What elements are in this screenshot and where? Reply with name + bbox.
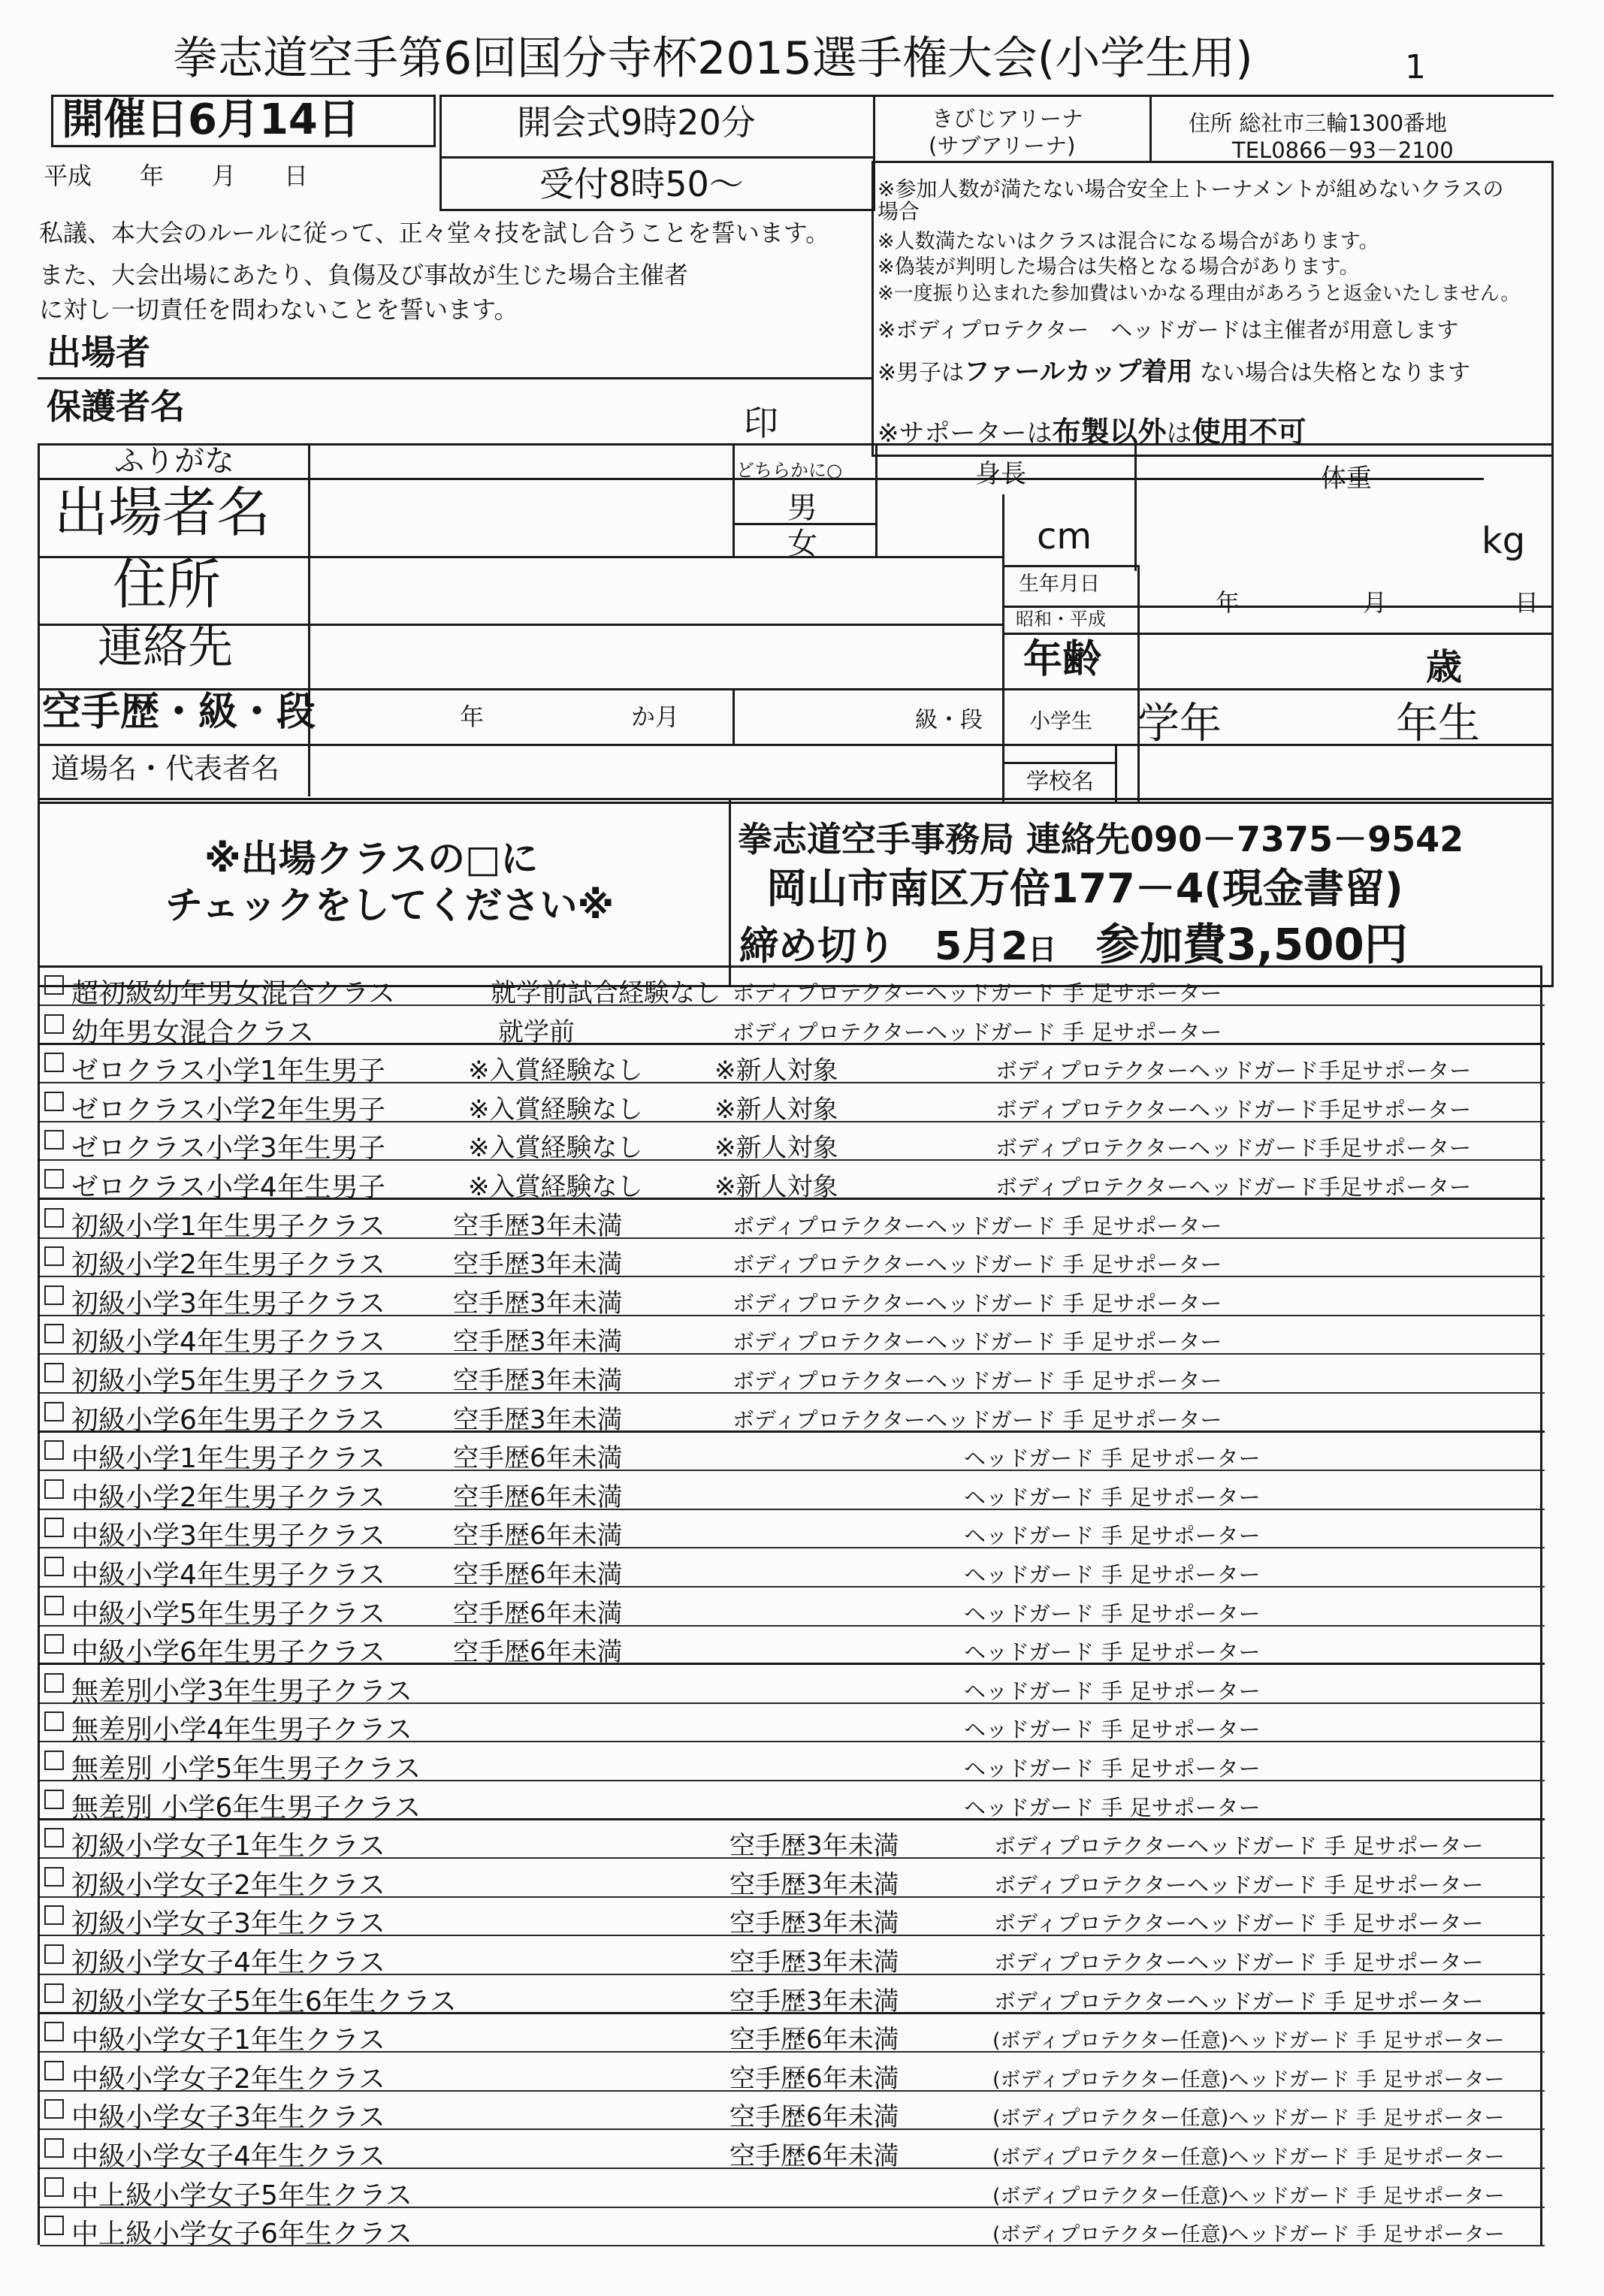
class-condition: 空手歴3年未満 xyxy=(453,1366,623,1396)
participant-line xyxy=(38,377,873,379)
class-condition: 空手歴3年未満 xyxy=(453,1327,623,1358)
form-col-line xyxy=(1137,565,1140,804)
class-name: 初級小学3年生男子クラス xyxy=(71,1288,385,1319)
female-label: 女 xyxy=(787,527,817,561)
note-4: ※一度振り込まれた参加費はいかなる理由があろうと返金いたしません。 xyxy=(878,282,1521,305)
deadline-date: 5月2 xyxy=(935,924,1029,969)
form-col-line xyxy=(1002,494,1004,804)
class-equipment: ボディプロテクターヘッドガード 手 足サポーター xyxy=(733,1406,1222,1433)
history-month: か月 xyxy=(631,702,680,731)
class-equipment: ヘッドガード 手 足サポーター xyxy=(964,1756,1261,1781)
birth-day: 日 xyxy=(1515,588,1539,617)
class-checkbox[interactable] xyxy=(44,1905,64,1925)
class-name: 初級小学女子3年生クラス xyxy=(71,1908,385,1940)
elementary-label: 小学生 xyxy=(1029,708,1093,733)
class-row xyxy=(40,1162,1545,1203)
class-condition: 空手歴3年未満 xyxy=(730,1947,899,1977)
venue-tel: TEL0866－93－2100 xyxy=(1232,137,1454,163)
form-col-line xyxy=(875,443,878,556)
class-equipment: ヘッドガード 手 足サポーター xyxy=(964,1678,1261,1704)
note-1b: 場合 xyxy=(878,199,920,224)
instruction-line-1: ※出場クラスの□に xyxy=(204,837,539,881)
class-checkbox[interactable] xyxy=(44,1751,64,1770)
class-name: 中級小学5年生男子クラス xyxy=(71,1598,385,1630)
class-condition: 空手歴6年未満 xyxy=(730,2102,899,2133)
class-checkbox[interactable] xyxy=(44,1944,64,1964)
class-row xyxy=(40,1820,1545,1862)
class-name: 中級小学女子1年生クラス xyxy=(71,2025,385,2056)
class-equipment: ヘッドガード 手 足サポーター xyxy=(964,1794,1261,1820)
class-name: 初級小学女子5年生6年生クラス xyxy=(71,1986,457,2017)
class-row xyxy=(40,1201,1545,1242)
note-6-gap xyxy=(1192,360,1200,386)
office-deadline xyxy=(739,919,1408,970)
class-name: 初級小学5年生男子クラス xyxy=(71,1366,385,1397)
form-col-line xyxy=(733,443,735,556)
note-7 xyxy=(878,415,1306,449)
class-row xyxy=(40,1394,1545,1436)
note-7c: は xyxy=(1166,418,1192,449)
note-6b: ファールカップ着用 xyxy=(964,357,1193,387)
name-label: 出場者名 xyxy=(54,481,271,544)
class-checkbox[interactable] xyxy=(44,1557,64,1576)
contact-label: 連絡先 xyxy=(98,621,233,674)
class-equipment: ボディプロテクターヘッドガード 手 足サポーター xyxy=(994,1872,1484,1898)
notes-box xyxy=(871,161,1554,457)
note-2: ※人数満たないはクラスは混合になる場合があります。 xyxy=(878,230,1379,253)
class-equipment: (ボディプロテクター任意)ヘッドガード 手 足サポーター xyxy=(992,2184,1505,2208)
venue-address: 住所 総社市三輪1300番地 xyxy=(1189,110,1448,136)
class-row xyxy=(40,1278,1545,1319)
venue-top-line xyxy=(871,95,1554,97)
pledge-line-1: 私議、本大会のルールに従って、正々堂々技を試し合うことを誓います。 xyxy=(39,219,830,247)
deadline-day: 日 xyxy=(1028,933,1057,966)
class-name: 中上級小学女子5年生クラス xyxy=(71,2180,412,2211)
class-checkbox[interactable] xyxy=(44,1208,64,1228)
class-row xyxy=(40,2092,1545,2134)
guardian-label: 保護者名 xyxy=(47,386,185,427)
class-condition: 空手歴6年未満 xyxy=(453,1443,623,1474)
form-col-line xyxy=(308,744,310,796)
class-checkbox[interactable] xyxy=(44,1169,64,1189)
class-checkbox[interactable] xyxy=(44,1363,64,1382)
class-row xyxy=(40,1239,1545,1281)
birth-label: 生年月日 xyxy=(1019,572,1100,596)
class-checkbox[interactable] xyxy=(44,1130,64,1150)
class-checkbox[interactable] xyxy=(44,1092,64,1111)
note-1: ※参加人数が満たない場合安全上トーナメントが組めないクラスの xyxy=(878,177,1504,201)
history-label: 空手歴・級・段 xyxy=(42,690,316,735)
class-checkbox[interactable] xyxy=(44,1053,64,1072)
class-equipment: ボディプロテクターヘッドガード 手 足サポーター xyxy=(733,1252,1222,1278)
class-row xyxy=(40,2014,1545,2056)
class-condition: 空手歴3年未満 xyxy=(730,1986,899,2017)
form-row-line xyxy=(1002,606,1554,608)
note-6a: ※男子は xyxy=(878,360,965,386)
class-checkbox[interactable] xyxy=(44,2138,64,2158)
class-equipment: ヘッドガード 手 足サポーター xyxy=(964,1562,1261,1588)
class-equipment: ヘッドガード 手 足サポーター xyxy=(964,1523,1261,1549)
class-row xyxy=(40,1704,1545,1746)
class-equipment: ボディプロテクターヘッドガード 手 足サポーター xyxy=(994,1833,1484,1859)
opening-divider xyxy=(440,156,875,159)
class-checkbox[interactable] xyxy=(44,2216,64,2235)
male-label: 男 xyxy=(787,491,817,525)
class-condition: ※入賞経験なし xyxy=(468,1056,643,1086)
class-note: ※新人対象 xyxy=(714,1094,838,1125)
class-name: 初級小学女子1年生クラス xyxy=(71,1831,385,1862)
class-checkbox[interactable] xyxy=(44,975,64,995)
class-condition: 空手歴3年未満 xyxy=(730,1908,899,1939)
note-3: ※偽装が判明した場合は失格となる場合があります。 xyxy=(878,255,1360,279)
class-row xyxy=(40,1472,1545,1513)
class-note: ※新人対象 xyxy=(714,1056,838,1086)
class-equipment: ヘッドガード 手 足サポーター xyxy=(964,1600,1261,1627)
class-checkbox[interactable] xyxy=(44,1634,64,1654)
class-checkbox[interactable] xyxy=(44,1246,64,1266)
instruction-divider xyxy=(729,798,731,987)
class-checkbox[interactable] xyxy=(44,1324,64,1343)
class-name: ゼロクラス小学1年生男子 xyxy=(71,1056,385,1087)
class-equipment: ボディプロテクターヘッドガード 手 足サポーター xyxy=(994,1988,1484,2014)
reception-time: 受付8時50～ xyxy=(539,164,744,204)
venue-divider xyxy=(1149,95,1152,161)
class-row xyxy=(40,1316,1545,1358)
class-row xyxy=(40,1433,1545,1475)
class-condition: 空手歴6年未満 xyxy=(453,1521,623,1551)
class-condition: 空手歴6年未満 xyxy=(453,1560,623,1590)
kg-unit: kg xyxy=(1482,520,1526,562)
class-equipment: ボディプロテクターヘッドガード 手 足サポーター xyxy=(733,1019,1222,1045)
class-equipment: ボディプロテクターヘッドガード 手 足サポーター xyxy=(733,1368,1222,1394)
class-equipment: ボディプロテクターヘッドガード 手 足サポーター xyxy=(994,1911,1484,1937)
class-condition: 空手歴6年未満 xyxy=(730,2063,899,2094)
class-equipment: ヘッドガード 手 足サポーター xyxy=(964,1639,1261,1666)
class-checkbox[interactable] xyxy=(44,1440,64,1460)
deadline-label: 締め切り xyxy=(739,924,896,969)
class-name: 初級小学1年生男子クラス xyxy=(71,1210,385,1242)
class-condition: ※入賞経験なし xyxy=(468,1094,643,1125)
furigana-label: ふりがな xyxy=(114,444,234,479)
class-equipment: (ボディプロテクター任意)ヘッドガード 手 足サポーター xyxy=(992,2029,1505,2053)
class-equipment: ヘッドガード 手 足サポーター xyxy=(964,1446,1261,1472)
class-name: ゼロクラス小学3年生男子 xyxy=(71,1133,385,1165)
class-condition: 空手歴3年未満 xyxy=(453,1288,623,1319)
grade-label: 学年 xyxy=(1137,699,1222,748)
deadline-gap xyxy=(896,924,935,969)
class-checkbox[interactable] xyxy=(44,1402,64,1421)
entry-fee: 参加費3,500円 xyxy=(1095,919,1408,970)
class-list xyxy=(38,965,1542,2250)
class-checkbox[interactable] xyxy=(44,1983,64,2003)
class-name: 無差別小学3年生男子クラス xyxy=(71,1675,412,1707)
form-row-line xyxy=(38,744,1554,746)
class-name: 初級小学6年生男子クラス xyxy=(71,1404,385,1436)
form-col-line xyxy=(733,688,735,744)
class-row xyxy=(40,2131,1545,2172)
class-row xyxy=(40,1510,1545,1552)
class-condition: 空手歴6年未満 xyxy=(453,1598,623,1629)
class-checkbox[interactable] xyxy=(44,1014,64,1034)
class-condition: 空手歴6年未満 xyxy=(453,1637,623,1668)
weight-label: 体重 xyxy=(1321,464,1372,494)
class-row xyxy=(40,2170,1545,2211)
class-name: 初級小学2年生男子クラス xyxy=(71,1249,385,1281)
note-6c: ない場合は失格となります xyxy=(1200,360,1470,386)
class-equipment: ボディプロテクターヘッドガード手足サポーター xyxy=(995,1174,1472,1200)
fee-gap xyxy=(1056,924,1095,969)
class-equipment: ヘッドガード 手 足サポーター xyxy=(964,1717,1261,1743)
class-equipment: (ボディプロテクター任意)ヘッドガード 手 足サポーター xyxy=(992,2146,1505,2169)
class-name: 初級小学4年生男子クラス xyxy=(71,1327,385,1358)
class-note: ※新人対象 xyxy=(714,1172,838,1202)
class-checkbox[interactable] xyxy=(44,1711,64,1731)
class-row xyxy=(40,1743,1545,1784)
birth-month: 月 xyxy=(1363,588,1388,617)
class-row xyxy=(40,1045,1545,1087)
class-condition: 就学前 xyxy=(498,1017,575,1047)
class-row xyxy=(40,2053,1545,2095)
class-checkbox[interactable] xyxy=(44,2177,64,2197)
class-name: 無差別 小学5年生男子クラス xyxy=(71,1754,421,1784)
history-year: 年 xyxy=(460,702,485,731)
class-condition: 空手歴3年未満 xyxy=(730,1869,899,1900)
choose-label: どちらかに○ xyxy=(736,460,842,481)
class-name: 中級小学3年生男子クラス xyxy=(71,1521,385,1552)
seal-mark: 印 xyxy=(744,403,778,443)
class-checkbox[interactable] xyxy=(44,1867,64,1887)
class-condition: 空手歴6年未満 xyxy=(453,1482,623,1512)
class-row xyxy=(40,1355,1545,1397)
class-name: 初級小学女子2年生クラス xyxy=(71,1869,385,1901)
class-condition: 就学前試合経験なし xyxy=(491,978,720,1008)
class-name: 中級小学6年生男子クラス xyxy=(71,1637,385,1669)
class-row xyxy=(40,968,1545,1009)
class-checkbox[interactable] xyxy=(44,1285,64,1305)
pledge-line-2: また、大会出場にあたり、負傷及び事故が生じた場合主催者 xyxy=(39,261,689,289)
form-row-line xyxy=(1002,762,1115,764)
class-row xyxy=(40,1859,1545,1901)
pledge-line-3: に対し一切責任を問わないことを誓います。 xyxy=(39,295,518,324)
rank-label: 級・段 xyxy=(915,707,983,733)
class-equipment: ボディプロテクターヘッドガード 手 足サポーター xyxy=(733,1329,1222,1355)
class-name: 幼年男女混合クラス xyxy=(71,1017,314,1048)
class-row xyxy=(40,1549,1545,1591)
class-checkbox[interactable] xyxy=(44,2099,64,2119)
class-row xyxy=(40,1007,1545,1048)
age-unit: 歳 xyxy=(1426,646,1463,688)
office-address: 岡山市南区万倍177－4(現金書留) xyxy=(766,865,1403,912)
class-condition: 空手歴3年未満 xyxy=(453,1249,623,1280)
note-5: ※ボディプロテクター ヘッドガードは主催者が用意します xyxy=(878,317,1459,343)
class-name: 超初級幼年男女混合クラス xyxy=(71,978,395,1009)
form-col-line xyxy=(1134,443,1137,571)
class-equipment: ボディプロテクターヘッドガード 手 足サポーター xyxy=(733,980,1222,1006)
class-name: 中級小学女子4年生クラス xyxy=(71,2141,385,2172)
class-row xyxy=(40,1937,1545,1978)
class-equipment: ボディプロテクターヘッドガード手足サポーター xyxy=(995,1058,1472,1084)
note-7a: ※サポーターは xyxy=(878,418,1053,449)
class-equipment: (ボディプロテクター任意)ヘッドガード 手 足サポーター xyxy=(992,2068,1505,2092)
class-condition: 空手歴3年未満 xyxy=(730,1831,899,1862)
venue-sub: (サブアリーナ) xyxy=(929,133,1076,159)
form-row-line xyxy=(1002,565,1137,567)
class-name: 初級小学女子4年生クラス xyxy=(71,1947,385,1978)
dojo-label: 道場名・代表者名 xyxy=(51,752,280,785)
note-7d: 使用不可 xyxy=(1192,415,1306,449)
class-row xyxy=(40,1122,1545,1165)
class-condition: 空手歴6年未満 xyxy=(730,2025,899,2056)
class-row xyxy=(40,2208,1545,2250)
age-label: 年齢 xyxy=(1023,637,1102,682)
class-condition: 空手歴3年未満 xyxy=(453,1404,623,1435)
class-equipment: (ボディプロテクター任意)ヘッドガード 手 足サポーター xyxy=(992,2223,1505,2247)
class-row xyxy=(40,1588,1545,1630)
form-row-line xyxy=(1002,633,1554,635)
class-equipment: ボディプロテクターヘッドガード 手 足サポーター xyxy=(733,1290,1222,1316)
school-label: 学校名 xyxy=(1026,769,1094,795)
class-row xyxy=(40,1084,1545,1125)
birth-year: 年 xyxy=(1216,588,1240,617)
class-equipment: ボディプロテクターヘッドガード手足サポーター xyxy=(995,1096,1472,1122)
page-title: 拳志道空手第6回国分寺杯2015選手権大会(小学生用) xyxy=(173,32,1253,85)
class-condition: ※入賞経験なし xyxy=(468,1172,643,1202)
class-name: 中級小学女子3年生クラス xyxy=(71,2102,385,2134)
class-checkbox[interactable] xyxy=(44,1596,64,1615)
class-row xyxy=(40,1976,1545,2017)
class-name: 無差別小学4年生男子クラス xyxy=(71,1714,412,1746)
class-name: 中級小学1年生男子クラス xyxy=(71,1443,385,1475)
class-checkbox[interactable] xyxy=(44,1518,64,1537)
class-name: 中級小学2年生男子クラス xyxy=(71,1482,385,1513)
class-checkbox[interactable] xyxy=(44,1828,64,1847)
grade-unit: 年生 xyxy=(1396,699,1480,748)
opening-time: 開会式9時20分 xyxy=(517,102,756,143)
class-row xyxy=(40,1782,1545,1823)
class-name: 中級小学4年生男子クラス xyxy=(71,1560,385,1591)
era-date: 平成 年 月 日 xyxy=(44,162,309,190)
form-col-line xyxy=(1115,744,1117,804)
venue-name: きびじアリーナ xyxy=(932,106,1083,131)
era-label: 昭和・平成 xyxy=(1016,609,1106,630)
class-equipment: (ボディプロテクター任意)ヘッドガード 手 足サポーター xyxy=(992,2107,1505,2131)
class-row xyxy=(40,1627,1545,1669)
class-note: ※新人対象 xyxy=(714,1133,838,1164)
cm-unit: cm xyxy=(1037,515,1092,557)
class-name: 中級小学女子2年生クラス xyxy=(71,2063,385,2095)
class-row xyxy=(40,1898,1545,1940)
instruction-line-2: チェックをしてください※ xyxy=(165,884,615,927)
class-equipment: ボディプロテクターヘッドガード 手 足サポーター xyxy=(994,1950,1484,1975)
class-name: 無差別 小学6年生男子クラス xyxy=(71,1792,421,1823)
participant-label: 出場者 xyxy=(47,332,150,373)
height-label: 身長 xyxy=(975,459,1026,489)
class-condition: ※入賞経験なし xyxy=(468,1133,643,1164)
class-equipment: ヘッドガード 手 足サポーター xyxy=(964,1484,1261,1510)
class-checkbox[interactable] xyxy=(44,2061,64,2080)
event-date: 開催日6月14日 xyxy=(62,95,360,144)
note-6 xyxy=(878,359,1470,385)
class-name: ゼロクラス小学2年生男子 xyxy=(71,1094,385,1125)
class-checkbox[interactable] xyxy=(44,2022,64,2041)
page-number: 1 xyxy=(1405,48,1426,86)
note-7b: 布製以外 xyxy=(1052,415,1167,449)
class-checkbox[interactable] xyxy=(44,1790,64,1809)
class-name: 中上級小学女子6年生クラス xyxy=(71,2219,412,2250)
class-equipment: ボディプロテクターヘッドガード 手 足サポーター xyxy=(733,1213,1222,1239)
address-label: 住所 xyxy=(113,553,222,616)
class-condition: 空手歴6年未満 xyxy=(730,2141,899,2171)
office-contact: 拳志道空手事務局 連絡先090－7375－9542 xyxy=(738,819,1464,859)
class-condition: 空手歴3年未満 xyxy=(453,1210,623,1241)
class-name: ゼロクラス小学4年生男子 xyxy=(71,1172,385,1203)
class-equipment: ボディプロテクターヘッドガード手足サポーター xyxy=(995,1135,1472,1162)
class-row xyxy=(40,1666,1545,1707)
class-checkbox[interactable] xyxy=(44,1673,64,1693)
class-checkbox[interactable] xyxy=(44,1479,64,1499)
